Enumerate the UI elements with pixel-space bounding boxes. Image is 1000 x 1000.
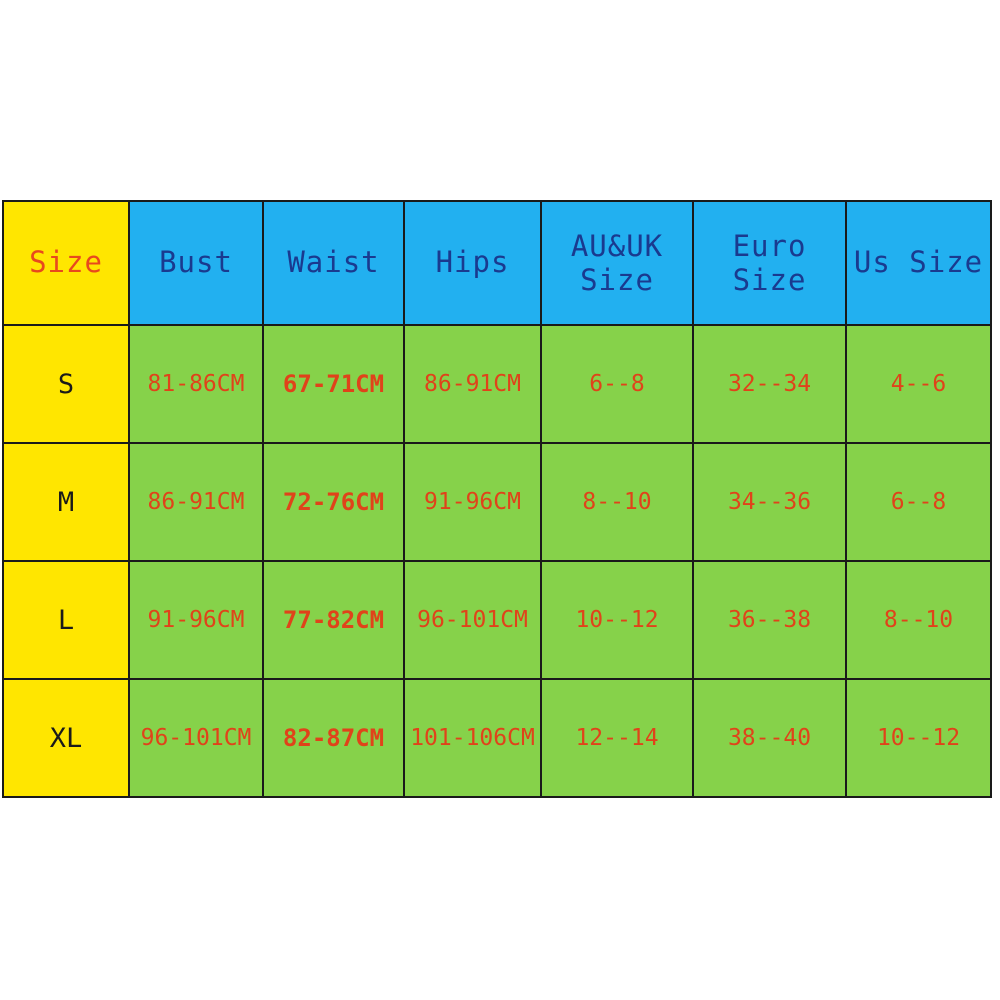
cell-waist: 77-82CM [263,561,404,679]
header-cell-au-uk-line1: AU&UK [570,228,664,263]
cell-au-uk: 12--14 [541,679,693,797]
header-cell-euro-line2: Size [732,263,807,297]
table-row [3,561,991,679]
cell-hips: 86-91CM [404,325,541,443]
cell-hips: 101-106CM [404,679,541,797]
cell-size: XL [3,679,129,797]
cell-us: 8--10 [846,561,991,679]
cell-hips: 91-96CM [404,443,541,561]
cell-waist: 82-87CM [263,679,404,797]
cell-us: 10--12 [846,679,991,797]
size-chart-table [2,200,992,798]
cell-waist: 67-71CM [263,325,404,443]
table-row [3,679,991,797]
cell-bust: 81-86CM [129,325,263,443]
cell-au-uk: 6--8 [541,325,693,443]
size-chart-container [0,200,1000,798]
header-cell-bust: Bust [129,201,263,325]
header-cell-hips: Hips [404,201,541,325]
table-row [3,443,991,561]
cell-size: M [3,443,129,561]
cell-au-uk: 10--12 [541,561,693,679]
cell-us: 6--8 [846,443,991,561]
header-cell-au-uk-line2: Size [580,263,654,297]
cell-size: S [3,325,129,443]
cell-au-uk: 8--10 [541,443,693,561]
cell-euro: 34--36 [693,443,846,561]
cell-bust: 91-96CM [129,561,263,679]
cell-size: L [3,561,129,679]
header-cell-euro-line1: Euro [732,228,807,263]
cell-euro: 38--40 [693,679,846,797]
header-cell-au-uk-size [541,201,693,325]
header-cell-euro-size [693,201,846,325]
cell-euro: 36--38 [693,561,846,679]
cell-bust: 96-101CM [129,679,263,797]
cell-hips: 96-101CM [404,561,541,679]
table-row [3,325,991,443]
header-cell-us-size: Us Size [846,201,991,325]
cell-us: 4--6 [846,325,991,443]
header-cell-size: Size [3,201,129,325]
table-header-row [3,201,991,325]
header-cell-waist: Waist [263,201,404,325]
cell-waist: 72-76CM [263,443,404,561]
cell-euro: 32--34 [693,325,846,443]
cell-bust: 86-91CM [129,443,263,561]
